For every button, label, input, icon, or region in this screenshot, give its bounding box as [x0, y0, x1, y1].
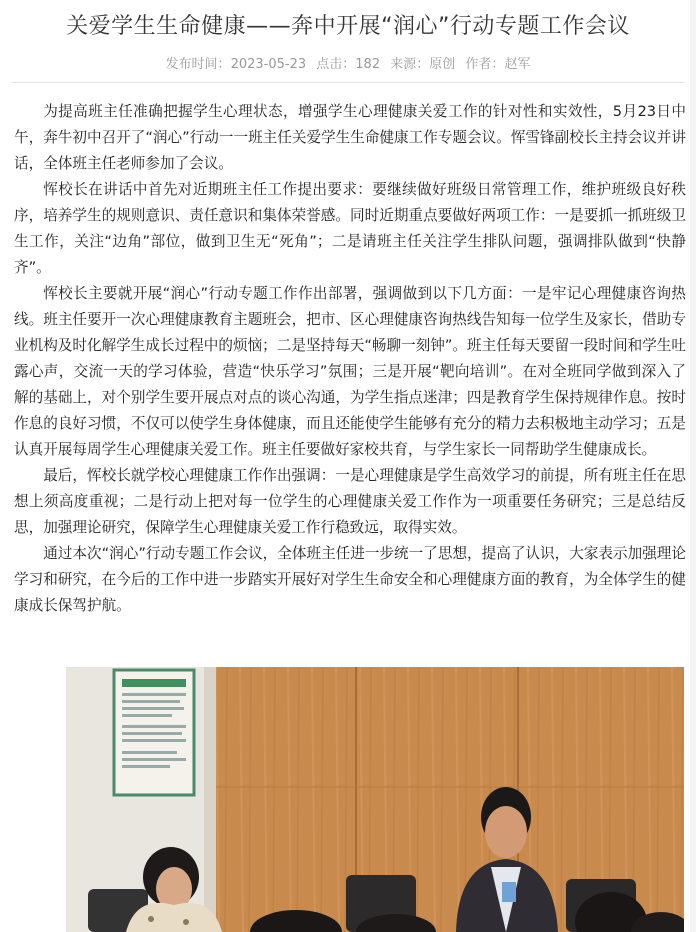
article-author: 作者：赵军 [465, 57, 531, 72]
paragraph: 通过本次“润心”行动专题工作会议，全体班主任进一步统一了思想，提高了认识，大家表示加强理论学习和研究，在今后的工作中进一步踏实开展好对学生生命安全和心理健康方面的教育，为全体学生的健康成长保驾护航。 [14, 545, 686, 614]
paragraph: 恽校长主要就开展“润心”行动专题工作作出部署，强调做到以下几方面：一是牢记心理健康咨询热线。班主任要开一次心理健康教育主题班会，把市、区心理健康咨询热线告知每一位学生及家长，借助专业机构及时化解学生成长过程中的烦恼；二是坚持每天“畅聊一刻钟”。班主任每天要留一段时间和学生吐露心声，交流一天的学习体验，营造“快乐学习”氛围；三是开展“靶向培训”。在对全班同学做到深入了解的基础上，对个别学生要开展点对点的谈心沟通，为学生指点迷津；四是教育学生保持规律作息。按时作息的良好习惯，不仅可以使学生身体健康，而且还能使学生能够有充分的精力去积极地主动学习；五是认真开展每周学生心理健康关爱工作。班主任要做好家校共育，与学生家长一同帮助学生健康成长。 [14, 285, 686, 458]
paragraph: 最后，恽校长就学校心理健康工作作出强调：一是心理健康是学生高效学习的前提，所有班主任在思想上须高度重视；二是行动上把对每一位学生的心理健康关爱工作作为一项重要任务研究；三是总结反思，加强理论研究，保障学生心理健康关爱工作行稳致远，取得实效。 [14, 467, 686, 536]
meeting-photo-illustration [66, 667, 684, 932]
page-scrollbar[interactable] [690, 0, 696, 932]
article-source: 来源：原创 [390, 57, 456, 72]
article-title: 关爱学生生命健康——奔中开展“润心”行动专题工作会议 [66, 14, 630, 39]
article-meta [0, 56, 696, 74]
meeting-photo [66, 667, 684, 932]
article-body [14, 99, 686, 619]
click-count: 点击：182 [316, 57, 381, 72]
paragraph: 为提高班主任准确把握学生心理状态，增强学生心理健康关爱工作的针对性和实效性，5月23日中午，奔牛初中召开了“润心”行动一一班主任关爱学生生命健康工作专题会议。恽雪锋副校长主持会议并讲话，全体班主任老师参加了会议。 [14, 103, 686, 172]
header-divider [12, 82, 684, 83]
paragraph: 恽校长在讲话中首先对近期班主任工作提出要求：要继续做好班级日常管理工作，维护班级良好秩序，培养学生的规则意识、责任意识和集体荣誉感。同时近期重点要做好两项工作：一是要抓一抓班级卫生工作，关注“边角”部位，做到卫生无“死角”；二是请班主任关注学生排队问题，强调排队做到“快静齐”。 [14, 181, 686, 276]
publish-date: 发布时间：2023-05-23 [165, 57, 307, 72]
